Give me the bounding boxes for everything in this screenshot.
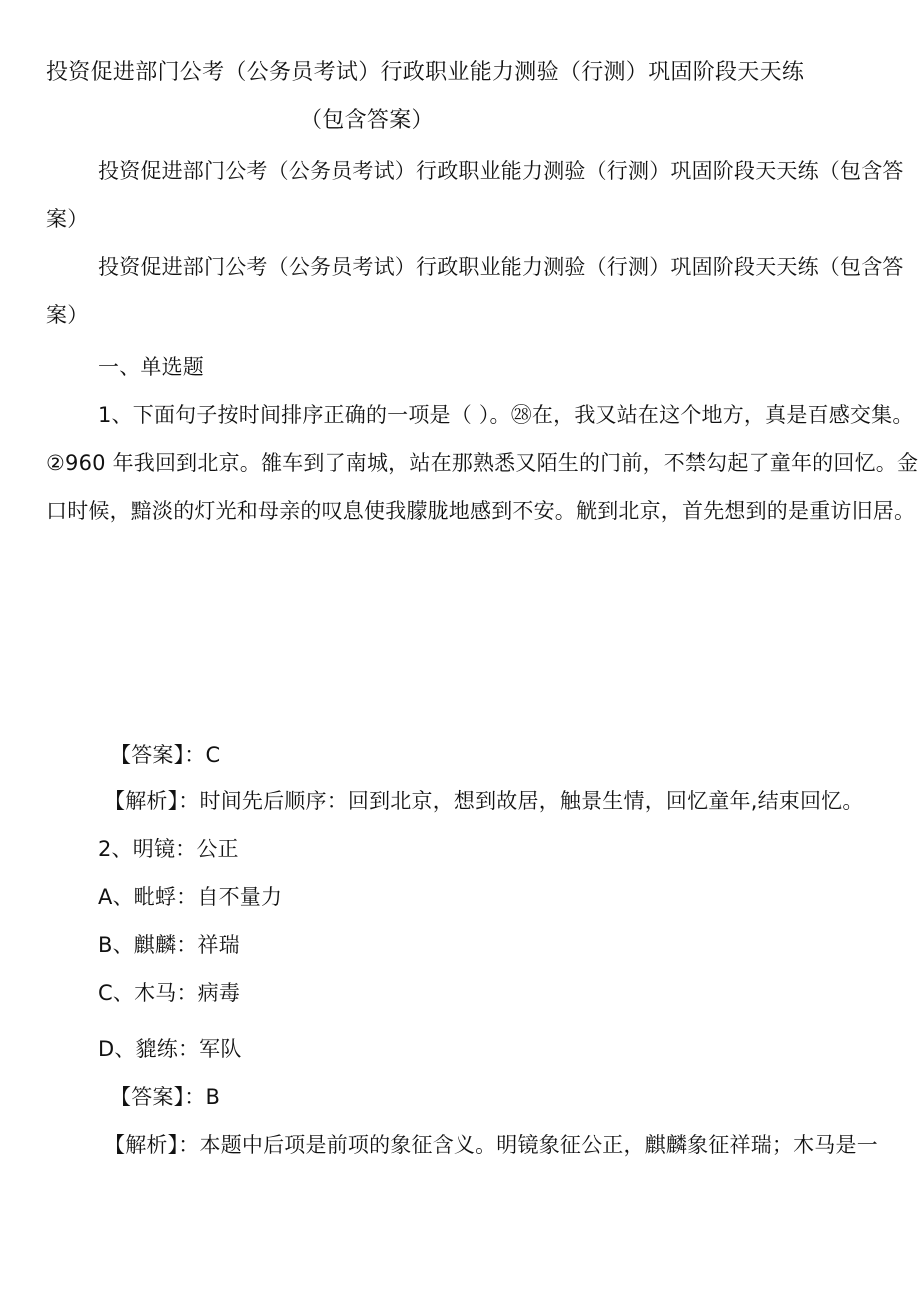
repeat-title-2-line-1: 投资促进部门公考（公务员考试）行政职业能力测验（行测）巩固阶段天天练（包含答 [98, 255, 904, 279]
question-2-option-b: B、麒麟：祥瑞 [98, 933, 240, 957]
question-1-analysis: 【解析】：时间先后顺序：回到北京，想到故居，触景生情，回忆童年,结束回忆。 [104, 789, 864, 813]
repeat-title-2-line-2: 案） [46, 303, 89, 327]
question-2-analysis: 【解析】：本题中后项是前项的象征含义。明镜象征公正，麒麟象征祥瑞；木马是一 [104, 1133, 878, 1157]
repeat-title-1-line-2: 案） [46, 207, 89, 231]
question-1-line-3: 口时候，黯淡的灯光和母亲的叹息使我朦胧地感到不安。觥到北京，首先想到的是重访旧居。 [46, 499, 916, 523]
question-1-line-1: 1、下面句子按时间排序正确的一项是（ ）。㉘在，我又站在这个地方，真是百感交集。 [98, 403, 914, 427]
question-2-option-a: A、毗蜉：自不量力 [98, 885, 283, 909]
document-title-line-1: 投资促进部门公考（公务员考试）行政职业能力测验（行测）巩固阶段天天练 [46, 60, 805, 85]
section-heading: 一、单选题 [98, 355, 204, 379]
question-2-option-c: C、木马：病毒 [98, 981, 241, 1005]
repeat-title-1-line-1: 投资促进部门公考（公务员考试）行政职业能力测验（行测）巩固阶段天天练（包含答 [98, 159, 904, 183]
question-1-line-2: ②960 年我回到北京。雒车到了南城，站在那熟悉又陌生的门前，不禁勾起了童年的回忆。金 [46, 451, 919, 475]
document-title-line-2: （包含答案） [300, 108, 434, 133]
question-1-answer: 【答案】：C [110, 743, 221, 767]
question-2-answer: 【答案】：B [110, 1085, 221, 1109]
question-2-stem: 2、明镜：公正 [98, 837, 239, 861]
question-2-option-d: D、貔练：军队 [98, 1037, 242, 1061]
